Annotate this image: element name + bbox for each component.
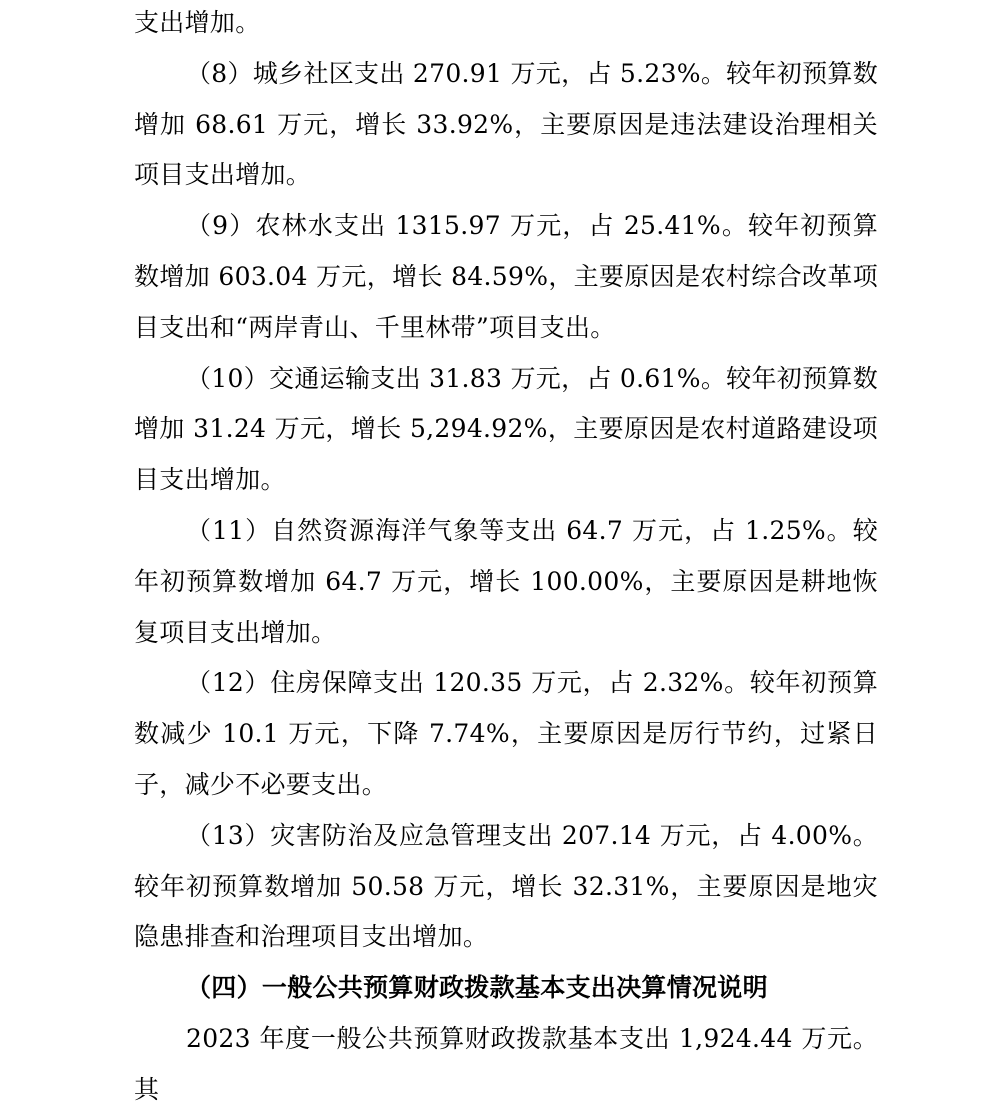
document-page — [134, 0, 878, 1116]
paragraph-continuation: 支出增加。 — [134, 8, 261, 37]
paragraph-natural-resources: （11）自然资源海洋气象等支出 64.7 万元，占 1.25%。较年初预算数增加 64.7 万元，增长 100.00%，主要原因是耕地恢复项目支出增加。 — [134, 515, 878, 647]
paragraph-disaster-prevention: （13）灾害防治及应急管理支出 207.14 万元，占 4.00%。较年初预算数增加 50.58 万元，增长 32.31%，主要原因是地灾隐患排查和治理项目支出增加。 — [134, 820, 878, 952]
paragraph-agriculture-forestry-water: （9）农林水支出 1315.97 万元，占 25.41%。较年初预算数增加 603.04 万元，增长 84.59%，主要原因是农村综合改革项目支出和“两岸青山、千里林带”项目支出。 — [134, 211, 878, 342]
paragraph-urban-rural-community: （8）城乡社区支出 270.91 万元，占 5.23%。较年初预算数增加 68.61 万元，增长 33.92%，主要原因是违法建设治理相关项目支出增加。 — [134, 58, 878, 190]
paragraph-transportation: （10）交通运输支出 31.83 万元，占 0.61%。较年初预算数增加 31.24 万元，增长 5,294.92%，主要原因是农村道路建设项目支出增加。 — [134, 363, 878, 495]
paragraph-basic-expenditure: 2023 年度一般公共预算财政拨款基本支出 1,924.44 万元。其 — [134, 1023, 878, 1104]
paragraph-housing-security: （12）住房保障支出 120.35 万元，占 2.32%。较年初预算数减少 10.1 万元，下降 7.74%，主要原因是厉行节约，过紧日子，减少不必要支出。 — [134, 668, 878, 799]
section-heading: （四）一般公共预算财政拨款基本支出决算情况说明 — [186, 973, 768, 1003]
